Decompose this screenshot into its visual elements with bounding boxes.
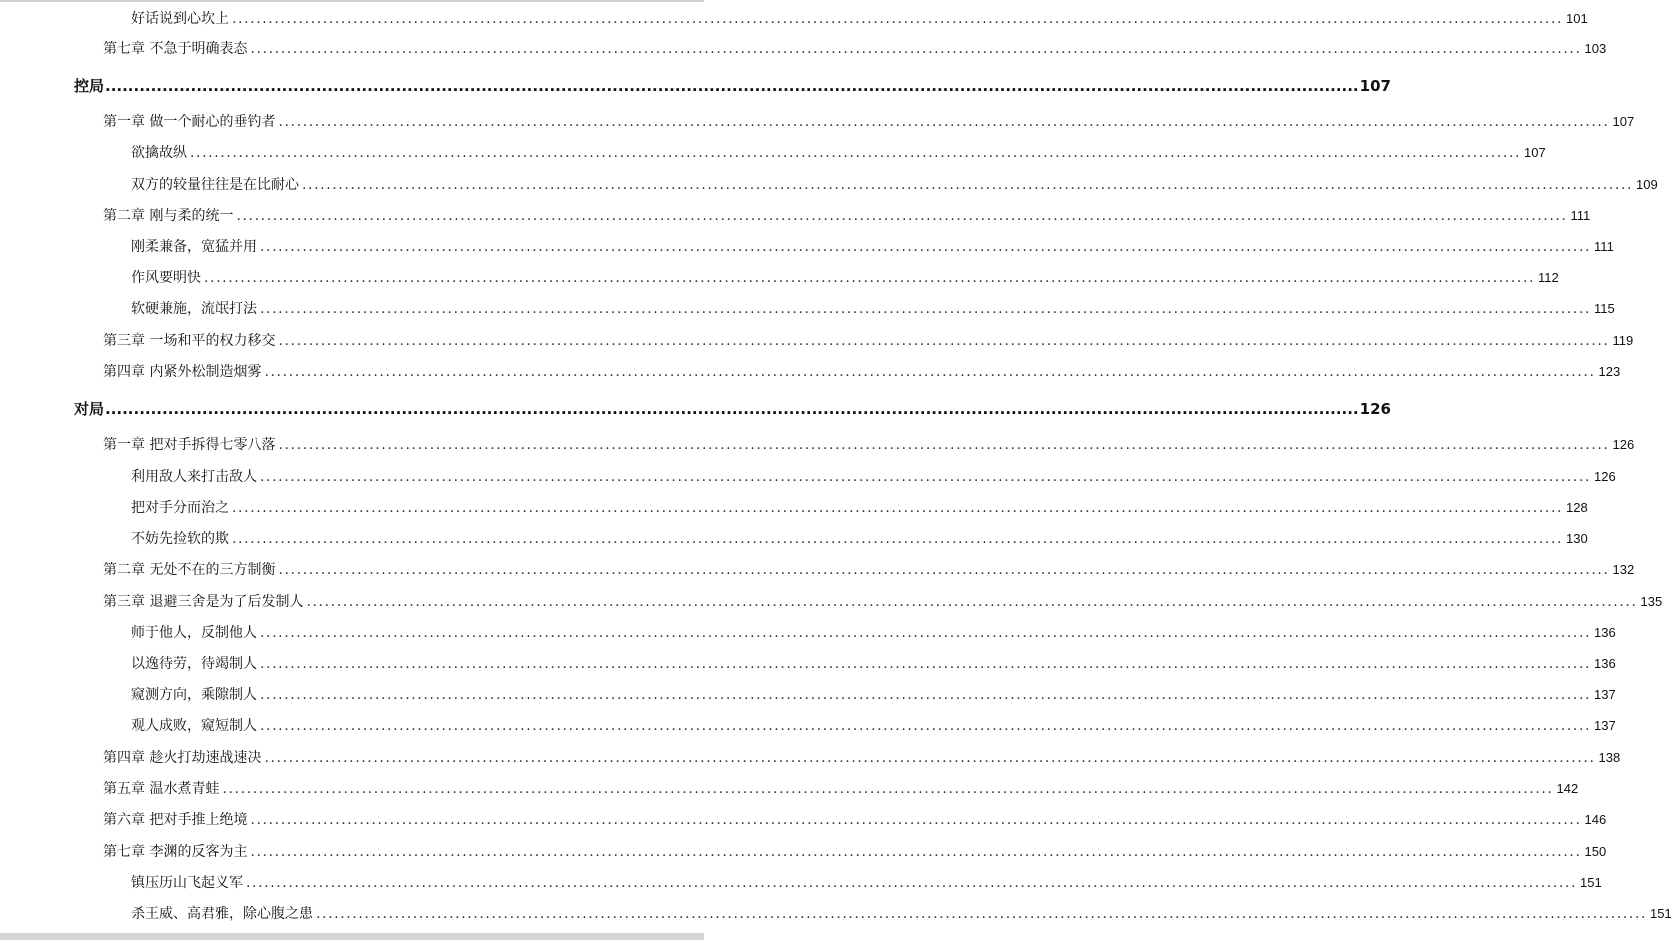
toc-entry-title: 第一章 做一个耐心的垂钓者: [103, 114, 276, 130]
dot-leader: ............................................................................................................................................................................................................................: [264, 364, 1596, 380]
page-top-rule: [0, 0, 704, 2]
toc-entry-4[interactable]: [131, 143, 1546, 163]
toc-entry-23[interactable]: [103, 748, 1621, 768]
toc-entry-page: 136: [1594, 656, 1616, 671]
dot-leader: ............................................................................................................................................................................................................................: [278, 437, 1610, 453]
toc-entry-16[interactable]: [131, 529, 1588, 549]
toc-entry-title: 第四章 趁火打劫速战速决: [103, 750, 262, 766]
toc-entry-page: 135: [1640, 594, 1663, 609]
toc-entry-title: 好话说到心坎上: [131, 11, 229, 27]
toc-part-page: 107: [1359, 77, 1391, 95]
toc-entry-5[interactable]: [131, 175, 1658, 195]
toc-entry-15[interactable]: [131, 498, 1588, 518]
toc-entry-25[interactable]: [103, 810, 1607, 830]
toc-entry-14[interactable]: [131, 467, 1616, 487]
toc-entry-title: 欲擒故纵: [131, 145, 187, 161]
toc-entry-1[interactable]: [103, 39, 1607, 59]
toc-entry-page: 150: [1584, 844, 1607, 859]
toc-entry-title: 观人成败，窥短制人: [131, 718, 257, 734]
toc-entry-page: 128: [1566, 500, 1588, 515]
toc-entry-19[interactable]: [131, 623, 1616, 643]
dot-leader: ............................................................................................................................................................................................................................: [250, 812, 1582, 828]
toc-entry-title: 作风要明快: [131, 270, 201, 286]
toc-entry-page: 109: [1636, 177, 1658, 192]
toc-entry-title: 利用敌人来打击敌人: [131, 469, 257, 485]
dot-leader: ............................................................................................................................................................................................................................: [222, 781, 1554, 797]
toc-entry-page: 130: [1566, 531, 1588, 546]
dot-leader: ............................................................................................................................................................................................................................: [260, 687, 1592, 703]
toc-part-page: 126: [1359, 400, 1391, 418]
toc-entry-page: 136: [1594, 625, 1616, 640]
toc-part-title: 对局: [74, 400, 105, 418]
toc-entry-title: 第四章 内紧外松制造烟雾: [103, 364, 262, 380]
toc-entry-page: 126: [1594, 469, 1616, 484]
dot-leader: ............................................................................................................................................................................................................................: [278, 114, 1610, 130]
dot-leader: ............................................................................................................................................................................................................................: [278, 562, 1610, 578]
toc-entry-page: 112: [1538, 270, 1559, 285]
toc-entry-title: 第五章 温水煮青蛙: [103, 781, 220, 797]
toc-entry-26[interactable]: [103, 842, 1607, 862]
toc-entry-page: 115: [1594, 301, 1615, 316]
dot-leader: ............................................................................................................................................................................................................................: [264, 750, 1596, 766]
toc-entry-title: 双方的较量往往是在比耐心: [131, 177, 299, 193]
toc-entry-page: 103: [1584, 41, 1607, 56]
dot-leader: ............................................................................................................................................................................................................................: [302, 177, 1634, 193]
dot-leader: ............................................................................................................................................................................................................................: [246, 875, 1578, 891]
toc-entry-3[interactable]: [103, 112, 1635, 132]
toc-entry-page: 111: [1594, 239, 1614, 254]
toc-entry-title: 窥测方向，乘隙制人: [131, 687, 257, 703]
toc-entry-title: 不妨先捡软的欺: [131, 531, 229, 547]
toc-entry-8[interactable]: [131, 268, 1559, 288]
toc-entry-17[interactable]: [103, 560, 1635, 580]
toc-entry-title: 第三章 一场和平的权力移交: [103, 333, 276, 349]
toc-entry-18[interactable]: [103, 592, 1663, 612]
dot-leader: ............................................................................................................................................................................................................................: [260, 239, 1592, 255]
toc-entry-20[interactable]: [131, 654, 1616, 674]
toc-entry-page: 151: [1650, 906, 1672, 921]
toc-entry-page: 142: [1556, 781, 1579, 796]
toc-entry-page: 132: [1612, 562, 1635, 577]
toc-entry-title: 第三章 退避三舍是为了后发制人: [103, 594, 304, 610]
dot-leader: ............................................................................................................................................................................................................................: [260, 656, 1592, 672]
dot-leader: ............................................................................................................................................................................................................................: [316, 906, 1648, 922]
toc-entry-title: 第七章 李渊的反客为主: [103, 844, 248, 860]
toc-entry-title: 软硬兼施，流氓打法: [131, 301, 257, 317]
toc-entry-0[interactable]: [131, 9, 1588, 29]
dot-leader: ............................................................................................................................................................................................................................: [190, 145, 1522, 161]
toc-entry-28[interactable]: [131, 904, 1672, 924]
toc-entry-page: 138: [1598, 750, 1621, 765]
toc-entry-9[interactable]: [131, 299, 1615, 319]
toc-entry-title: 镇压历山飞起义军: [131, 875, 243, 891]
toc-entry-page: 107: [1612, 114, 1635, 129]
toc-entry-title: 杀王威、高君雅，除心腹之患: [131, 906, 313, 922]
dot-leader: ............................................................................................................................................................................................................................: [306, 594, 1638, 610]
toc-entry-27[interactable]: [131, 873, 1602, 893]
toc-part-2[interactable]: [74, 76, 1391, 96]
toc-entry-page: 119: [1612, 333, 1634, 348]
toc-entry-title: 第一章 把对手拆得七零八落: [103, 437, 276, 453]
toc-entry-page: 101: [1566, 11, 1588, 26]
toc-entry-10[interactable]: [103, 331, 1634, 351]
toc-entry-page: 107: [1524, 145, 1546, 160]
toc-entry-page: 126: [1612, 437, 1635, 452]
toc-entry-page: 151: [1580, 875, 1602, 890]
toc-entry-title: 把对手分而治之: [131, 500, 229, 516]
toc-entry-page: 111: [1570, 208, 1591, 223]
toc-entry-title: 刚柔兼备，宽猛并用: [131, 239, 257, 255]
toc-part-12[interactable]: [74, 399, 1391, 419]
toc-entry-title: 第二章 无处不在的三方制衡: [103, 562, 276, 578]
toc-entry-11[interactable]: [103, 362, 1621, 382]
toc-entry-6[interactable]: [103, 206, 1591, 226]
dot-leader: ............................................................................................................................................................................................................................: [260, 718, 1592, 734]
dot-leader: ............................................................................................................................................................................................................................: [232, 500, 1564, 516]
dot-leader: ............................................................................................................................................................................................................................: [260, 469, 1592, 485]
dot-leader: ............................................................................................................................................................................................................................: [260, 625, 1592, 641]
dot-leader: ............................................................................................................................................................................................................................: [204, 270, 1536, 286]
dot-leader: ............................................................................................................................................................................................................................: [232, 531, 1564, 547]
toc-entry-page: 123: [1598, 364, 1621, 379]
toc-entry-page: 146: [1584, 812, 1607, 827]
dot-leader: ............................................................................................................................................................................................................................: [232, 11, 1564, 27]
toc-entry-22[interactable]: [131, 716, 1616, 736]
toc-entry-title: 第六章 把对手推上绝境: [103, 812, 248, 828]
dot-leader: ............................................................................................................................................................................................................................: [105, 400, 1359, 418]
toc-entry-24[interactable]: [103, 779, 1579, 799]
toc-part-title: 控局: [74, 77, 105, 95]
dot-leader: ............................................................................................................................................................................................................................: [236, 208, 1568, 224]
dot-leader: ............................................................................................................................................................................................................................: [250, 844, 1582, 860]
toc-entry-title: 师于他人，反制他人: [131, 625, 257, 641]
toc-entry-title: 第七章 不急于明确表态: [103, 41, 248, 57]
toc-entry-7[interactable]: [131, 237, 1614, 257]
toc-entry-page: 137: [1594, 718, 1616, 733]
toc-entry-title: 第二章 刚与柔的统一: [103, 208, 234, 224]
toc-entry-13[interactable]: [103, 435, 1635, 455]
toc-entry-21[interactable]: [131, 685, 1616, 705]
toc-entry-title: 以逸待劳，待竭制人: [131, 656, 257, 672]
dot-leader: ............................................................................................................................................................................................................................: [260, 301, 1592, 317]
dot-leader: ............................................................................................................................................................................................................................: [105, 77, 1359, 95]
page-bottom-edge: [0, 933, 704, 940]
dot-leader: ............................................................................................................................................................................................................................: [250, 41, 1582, 57]
dot-leader: ............................................................................................................................................................................................................................: [278, 333, 1610, 349]
toc-entry-page: 137: [1594, 687, 1616, 702]
